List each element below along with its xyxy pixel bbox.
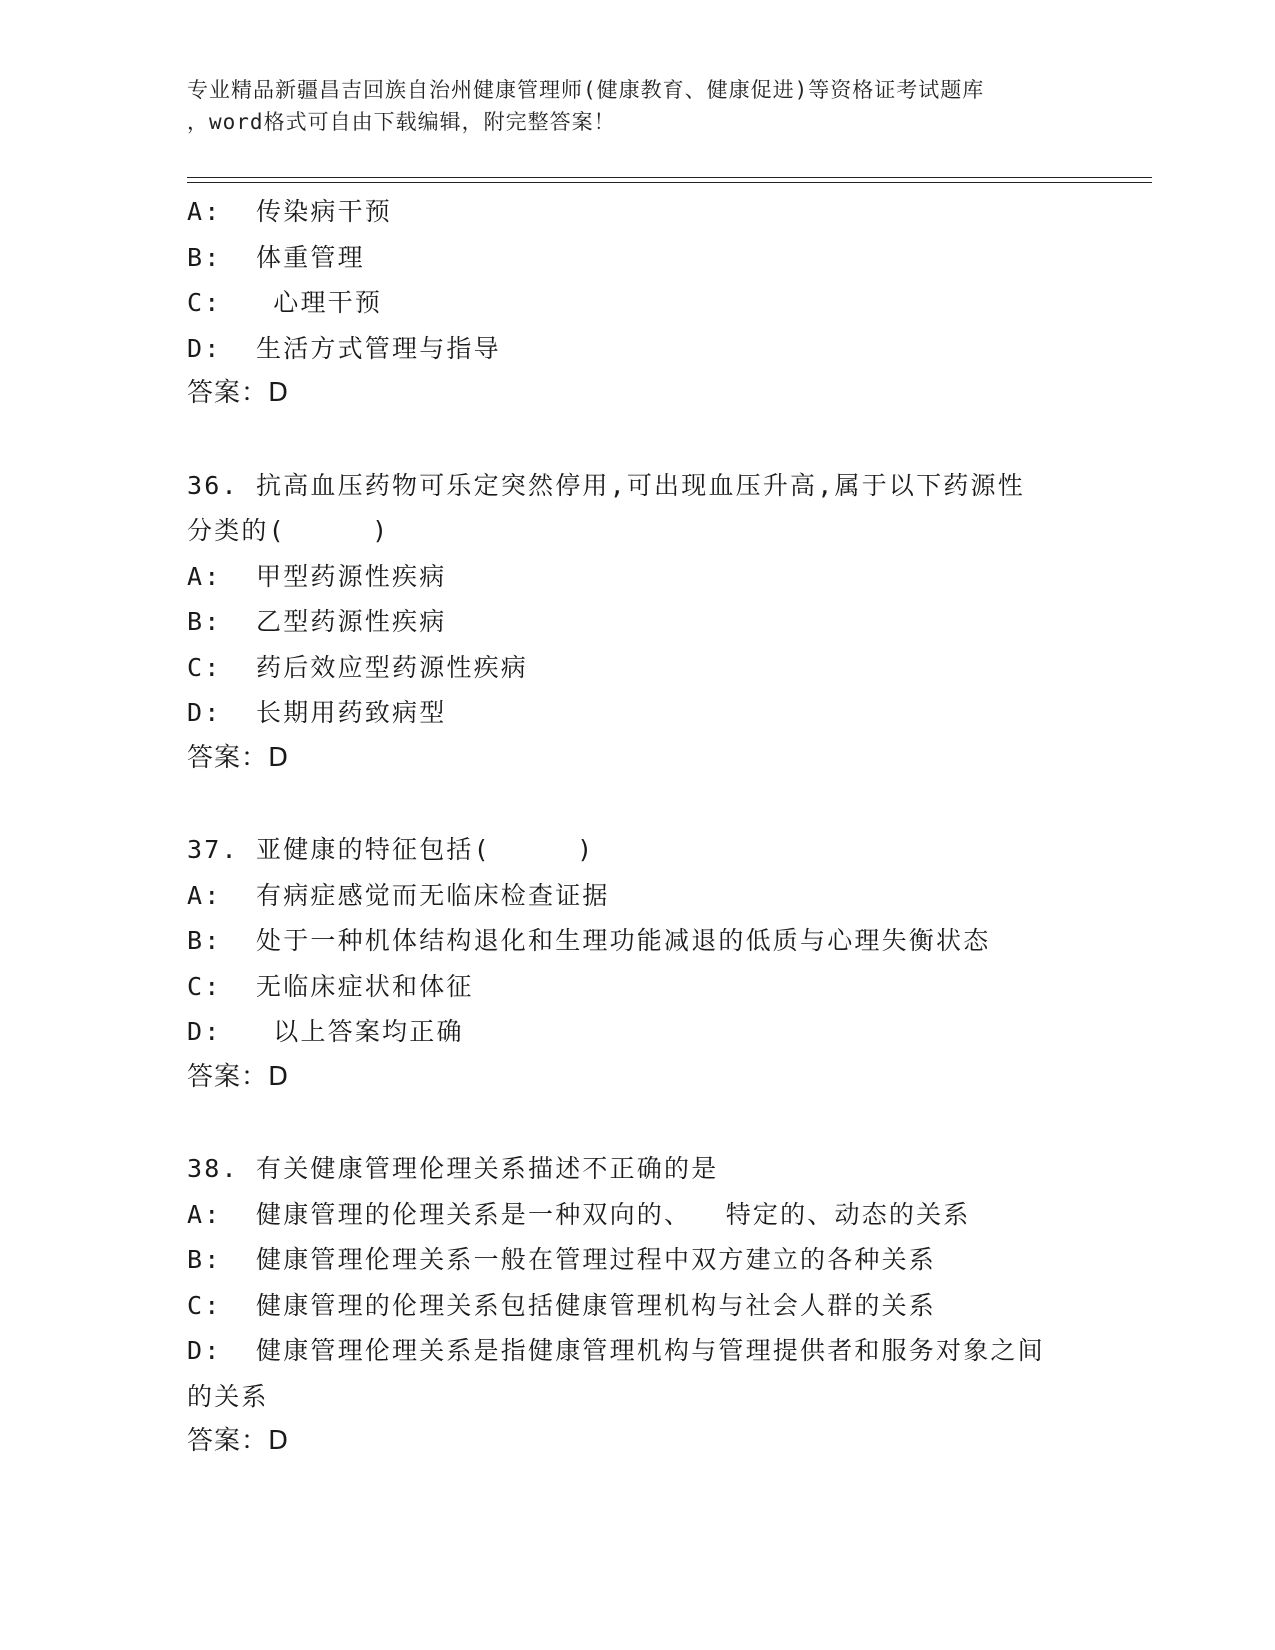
option-c: C: 健康管理的伦理关系包括健康管理机构与社会人群的关系 bbox=[187, 1290, 937, 1320]
header-line-2: ，word格式可自由下载编辑，附完整答案！ bbox=[187, 110, 616, 134]
option-a: A: 传染病干预 bbox=[187, 197, 393, 226]
question-37 bbox=[187, 827, 1137, 1100]
header-divider bbox=[187, 177, 1152, 183]
question-stem: 36. 抗高血压药物可乐定突然停用,可出现血压升高,属于以下药源性 bbox=[187, 470, 1025, 500]
question-stem-continued: 分类的( ) bbox=[187, 516, 390, 545]
option-d: D: 长期用药致病型 bbox=[187, 698, 447, 727]
option-b: B: 乙型药源性疾病 bbox=[187, 607, 447, 636]
option-d: D: 生活方式管理与指导 bbox=[187, 333, 501, 363]
option-b: B: 体重管理 bbox=[187, 242, 365, 272]
option-d-continued: 的关系 bbox=[187, 1381, 269, 1411]
question-36 bbox=[187, 463, 1137, 782]
answer-line: 答案：D bbox=[187, 742, 290, 773]
question-stem: 37. 亚健康的特征包括( ) bbox=[187, 835, 595, 864]
option-a: A: 甲型药源性疾病 bbox=[187, 561, 447, 591]
spacer bbox=[187, 1100, 1137, 1146]
answer-line: 答案：D bbox=[187, 1426, 290, 1456]
question-35-tail bbox=[187, 189, 1137, 417]
option-d: D: 健康管理伦理关系是指健康管理机构与管理提供者和服务对象之间 bbox=[187, 1336, 1045, 1365]
question-38 bbox=[187, 1146, 1137, 1465]
question-list bbox=[187, 189, 1137, 1465]
answer-line: 答案：D bbox=[187, 1061, 290, 1092]
option-c: C: 心理干预 bbox=[187, 288, 383, 317]
spacer bbox=[187, 781, 1137, 827]
document-header bbox=[187, 74, 1087, 138]
header-line-1: 专业精品新疆昌吉回族自治州健康管理师(健康教育、健康促进)等资格证考试题库 bbox=[187, 78, 985, 102]
option-b: B: 健康管理伦理关系一般在管理过程中双方建立的各种关系 bbox=[187, 1245, 937, 1274]
answer-line: 答案：D bbox=[187, 378, 290, 408]
spacer bbox=[187, 417, 1137, 463]
question-stem: 38. 有关健康管理伦理关系描述不正确的是 bbox=[187, 1154, 719, 1183]
option-c: C: 药后效应型药源性疾病 bbox=[187, 652, 529, 682]
option-a: A: 健康管理的伦理关系是一种双向的、 特定的、动态的关系 bbox=[187, 1199, 971, 1229]
option-a: A: 有病症感觉而无临床检查证据 bbox=[187, 880, 610, 910]
option-b: B: 处于一种机体结构退化和生理功能减退的低质与心理失衡状态 bbox=[187, 926, 991, 955]
option-d: D: 以上答案均正确 bbox=[187, 1017, 464, 1046]
option-c: C: 无临床症状和体征 bbox=[187, 971, 474, 1001]
